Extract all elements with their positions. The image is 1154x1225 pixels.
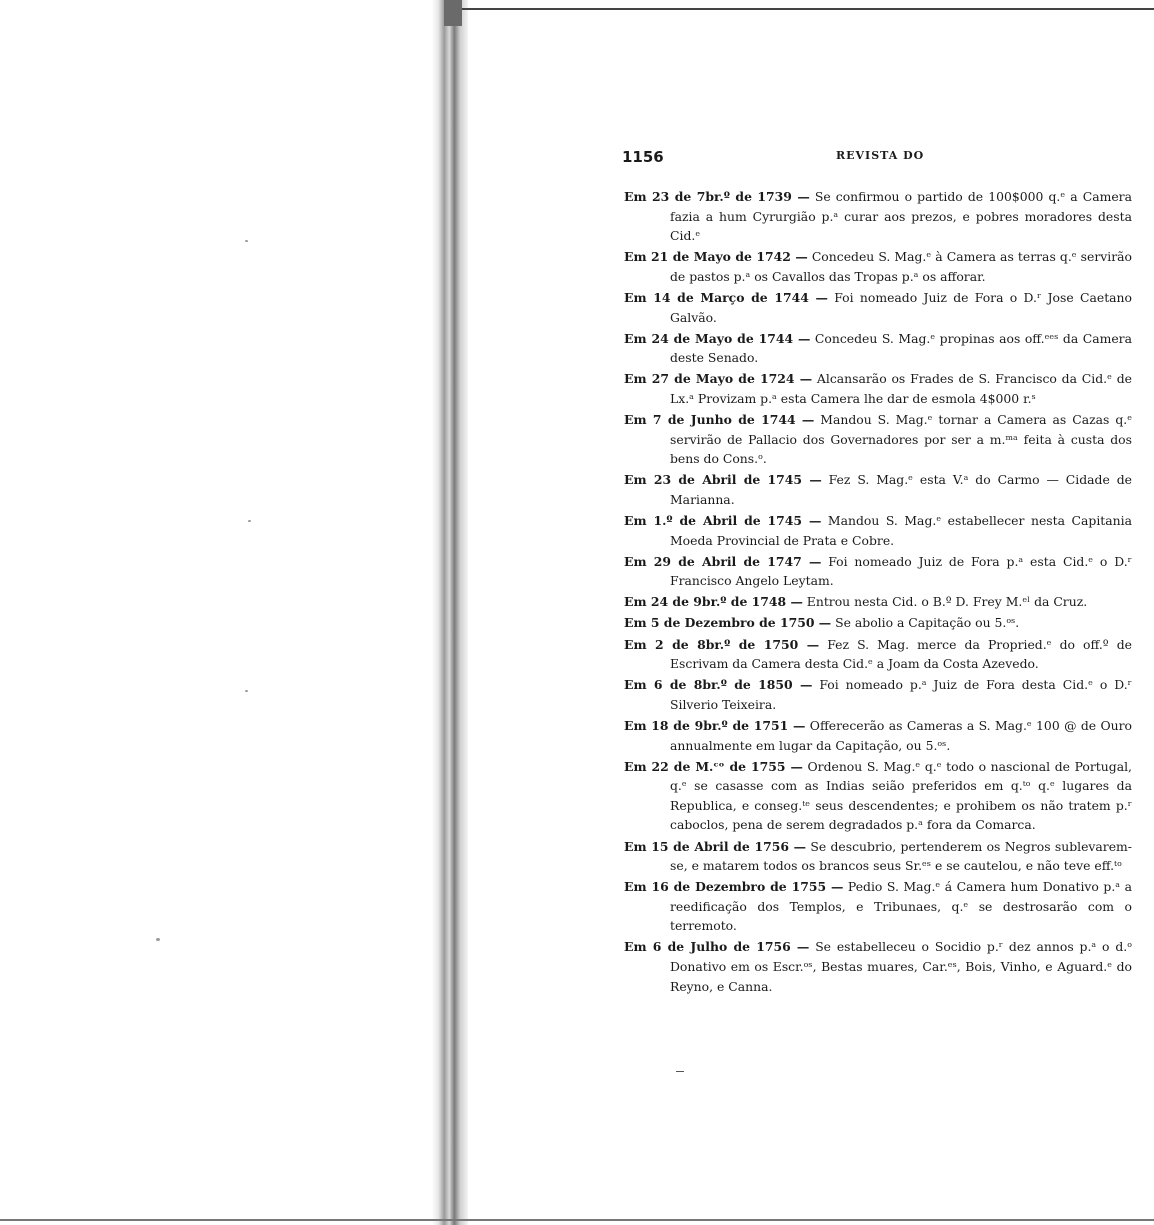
chronology-entry [624, 675, 1132, 714]
page-number: 1156 [622, 148, 664, 166]
page-bottom-edge [0, 1219, 1154, 1221]
entry-text: Se confirmou o partido de 100$000 q.ᵉ a Camera fazia a hum Cyrurgião p.ᵃ curar aos prezos, e pobres moradores desta Cid.ᵉ [670, 189, 1132, 244]
paper-speck [248, 520, 251, 522]
entry-date: Em 23 de Abril de 1745 — [624, 472, 822, 488]
entry-date: Em 6 de Julho de 1756 — [624, 939, 810, 955]
chronology-entry [624, 837, 1132, 876]
entry-text: Foi nomeado Juiz de Fora p.ᵃ esta Cid.ᵉ o D.ʳ Francisco Angelo Leytam. [670, 553, 1132, 589]
entry-date: Em 1.º de Abril de 1745 — [624, 513, 822, 528]
page-top-edge [462, 8, 1154, 10]
entry-date: Em 2 de 8br.º de 1750 — [624, 636, 820, 652]
chronology-entry [624, 757, 1132, 835]
entry-date: Em 24 de Mayo de 1744 — [624, 330, 811, 346]
entry-date: Em 22 de M.ᶜᵒ de 1755 — [624, 758, 803, 774]
paper-speck [245, 690, 248, 692]
entry-date: Em 21 de Mayo de 1742 — [624, 249, 808, 265]
chronology-entry [624, 410, 1132, 469]
entry-date: Em 14 de Março de 1744 — [624, 289, 828, 305]
chronology-entry [624, 552, 1132, 591]
entry-text: Se estabelleceu o Socidio p.ʳ dez annos p.ᵃ o d.ᵒ Donativo em os Escr.ᵒˢ, Bestas muares, Car.ᵉˢ, Bois, Vinho, e Aguard.ᵉ do Reyno, e Canna. [670, 939, 1132, 994]
end-mark [676, 1071, 684, 1072]
chronology-entry [624, 329, 1132, 368]
entry-date: Em 29 de Abril de 1747 — [624, 553, 822, 569]
chronology-entry [624, 877, 1132, 936]
chronology-entry [624, 288, 1132, 327]
chronology-entry [624, 635, 1132, 674]
entry-date: Em 7 de Junho de 1744 — [624, 412, 815, 428]
entry-date: Em 5 de Dezembro de 1750 — [624, 615, 832, 631]
entry-text: Mandou S. Mag.ᵉ estabellecer nesta Capitania Moeda Provincial de Prata e Cobre. [670, 513, 1132, 548]
running-head: REVISTA DO [836, 149, 925, 162]
entry-text: Se descubrio, pertenderem os Negros sublevarem-se, e matarem todos os brancos seus Sr.ᵉˢ e se cautelou, e não teve eff.ᵗᵒ [670, 838, 1132, 874]
entry-text: Offerecerão as Cameras a S. Mag.ᵉ 100 @ de Ouro annualmente em lugar da Capitação, ou 5.ᵒˢ. [670, 717, 1132, 753]
entry-text: Concedeu S. Mag.ᵉ à Camera as terras q.ᵉ servirão de pastos p.ᵃ os Cavallos das Tropas p.ᵃ os afforar. [670, 249, 1132, 284]
entry-text: Se abolio a Capitação ou 5.ᵒˢ. [835, 615, 1020, 631]
chronology-entry [624, 187, 1132, 246]
chronology-entries [624, 187, 1132, 998]
chronology-entry [624, 592, 1132, 612]
paper-speck [156, 938, 160, 941]
entry-text: Foi nomeado p.ᵃ Juiz de Fora desta Cid.ᵉ o D.ʳ Silverio Teixeira. [670, 677, 1132, 712]
entry-date: Em 24 de 9br.º de 1748 — [624, 594, 803, 610]
entry-text: Fez S. Mag. merce da Propried.ᵉ do off.º de Escrivam da Camera desta Cid.ᵉ a Joam da Costa Azevedo. [670, 636, 1132, 672]
left-page-blank [0, 0, 440, 1225]
entry-text: Alcansarão os Frades de S. Francisco da Cid.ᵉ de Lx.ᵃ Provizam p.ᵃ esta Camera lhe dar de esmola 4$000 r.ˢ [670, 371, 1132, 406]
entry-date: Em 18 de 9br.º de 1751 — [624, 717, 806, 733]
entry-date: Em 27 de Mayo de 1724 — [624, 371, 813, 387]
entry-date: Em 6 de 8br.º de 1850 — [624, 677, 813, 693]
chronology-entry [624, 716, 1132, 755]
entry-text: Entrou nesta Cid. o B.º D. Frey M.ᵉˡ da Cruz. [806, 594, 1088, 610]
paper-speck [245, 240, 248, 242]
entry-text: Pedio S. Mag.ᵉ á Camera hum Donativo p.ᵃ a reedificação dos Templos, e Tribunaes, q.ᵉ se destrosarão com o terremoto. [670, 879, 1132, 934]
chronology-entry [624, 247, 1132, 286]
entry-text: Mandou S. Mag.ᵉ tornar a Camera as Cazas q.ᵉ servirão de Pallacio dos Governadores por ser a m.ᵐᵃ feita à custa dos bens do Cons.ᵒ. [670, 412, 1132, 467]
book-spine-top [444, 0, 462, 26]
page-header [622, 148, 1132, 170]
entry-date: Em 16 de Dezembro de 1755 — [624, 879, 844, 895]
chronology-entry [624, 369, 1132, 408]
entry-text: Ordenou S. Mag.ᵉ q.ᵉ todo o nascional de Portugal, q.ᵉ se casasse com as Indias seião preferidos em q.ᵗᵒ q.ᵉ lugares da Republica, e conseg.ᵗᵉ seus descendentes; e prohibem os não tratem p.ʳ caboclos, pena de serem degradados p.ᵃ fora da Comarca. [670, 758, 1132, 833]
entry-text: Concedeu S. Mag.ᵉ propinas aos off.ᵉᵉˢ da Camera deste Senado. [670, 330, 1132, 366]
entry-text: Foi nomeado Juiz de Fora o D.ʳ Jose Caetano Galvão. [670, 289, 1132, 325]
entry-text: Fez S. Mag.ᵉ esta V.ᵃ do Carmo — Cidade de Marianna. [670, 472, 1132, 507]
entry-date: Em 23 de 7br.º de 1739 — [624, 189, 810, 204]
chronology-entry [624, 937, 1132, 996]
chronology-entry [624, 511, 1132, 550]
entry-date: Em 15 de Abril de 1756 — [624, 838, 807, 854]
chronology-entry [624, 613, 1132, 633]
chronology-entry [624, 470, 1132, 509]
book-spine-gutter [432, 0, 468, 1225]
